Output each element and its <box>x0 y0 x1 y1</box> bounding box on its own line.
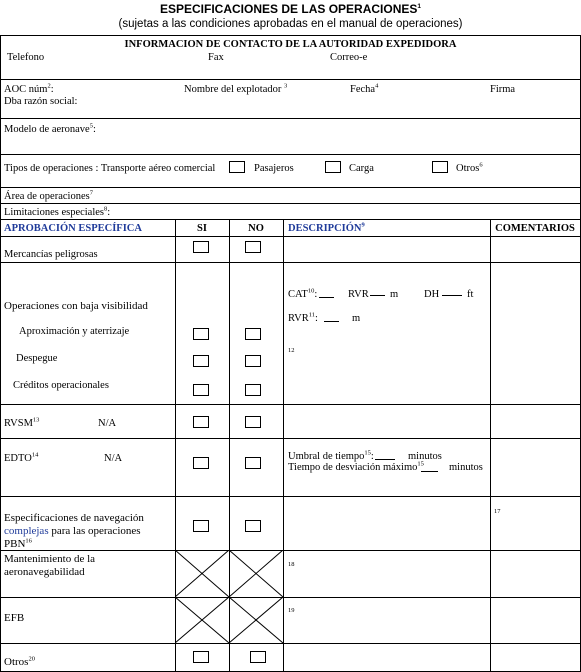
rvr2-label: RVR$^{11}$: <box>288 311 318 324</box>
firma-label: Firma <box>490 84 516 95</box>
correo-label: Correo-e <box>330 52 368 63</box>
row-line-bajavis <box>0 404 581 405</box>
footnote-19: 19 <box>288 607 295 614</box>
divider-area <box>0 203 581 204</box>
mantenimiento-line2: aeronavegabilidad <box>4 566 85 578</box>
rvr2-unit: m <box>352 313 361 324</box>
dh-unit: ft <box>467 289 474 300</box>
aproximacion-no-checkbox[interactable] <box>245 328 261 340</box>
umbral-blank-line <box>375 459 395 460</box>
rvsm-no-checkbox[interactable] <box>245 416 261 428</box>
otros-row-label: Otros$^{20}$ <box>4 655 35 668</box>
edto-no-checkbox[interactable] <box>245 457 261 469</box>
nombre-explotador-label: Nombre del explotador $^3$ <box>184 82 288 95</box>
header-aprobacion: APROBACIÓN ESPECÍFICA <box>4 223 142 234</box>
aoc-label: AOC núm$^2$: <box>4 82 54 95</box>
otros-no-checkbox[interactable] <box>250 651 266 663</box>
contact-heading: INFORMACION DE CONTACTO DE LA AUTORIDAD EXPEDIDORA <box>124 39 457 50</box>
row-line-efb <box>0 643 581 644</box>
footnote-12: 12 <box>288 347 295 354</box>
mantenimiento-line1: Mantenimiento de la <box>4 553 96 565</box>
rvsm-na: N/A <box>98 418 117 429</box>
header-comentarios: COMENTARIOS <box>495 223 575 234</box>
header-si: SI <box>197 223 207 234</box>
otros-type-label: Otros$^6$ <box>456 161 483 174</box>
nav-spec-line1: Especificaciones de navegación <box>4 512 144 524</box>
page-title: ESPECIFICACIONES DE LAS OPERACIONES$^1$ <box>160 2 421 16</box>
pasajeros-checkbox[interactable] <box>229 161 245 173</box>
cat-label: CAT$^{10}$: <box>288 287 318 300</box>
divider-aircraft <box>0 154 581 155</box>
footnote-17: 17 <box>494 508 501 515</box>
edto-label: EDTO$^{14}$ <box>4 451 39 464</box>
rvr2-blank-line <box>324 321 339 322</box>
edto-na: N/A <box>104 453 123 464</box>
pbn-si-checkbox[interactable] <box>193 520 209 532</box>
rvsm-label: RVSM$^{13}$ <box>4 416 40 429</box>
efb-crossed-cells <box>175 597 284 643</box>
carga-label: Carga <box>349 163 374 174</box>
edto-si-checkbox[interactable] <box>193 457 209 469</box>
nav-spec-line3: PBN$^{16}$ <box>4 537 32 550</box>
creditos-no-checkbox[interactable] <box>245 384 261 396</box>
mercancias-label: Mercancías peligrosas <box>4 249 98 260</box>
creditos-si-checkbox[interactable] <box>193 384 209 396</box>
row-line-edto <box>0 496 581 497</box>
pasajeros-label: Pasajeros <box>254 163 294 174</box>
aproximacion-si-checkbox[interactable] <box>193 328 209 340</box>
nav-spec-line2: complejas para las operaciones <box>4 525 141 537</box>
limitaciones-label: Limitaciones especiales$^8$: <box>4 205 111 218</box>
despegue-label: Despegue <box>16 353 58 364</box>
row-line-mantenimiento <box>0 597 581 598</box>
desviacion-blank-line <box>421 471 438 472</box>
rvsm-si-checkbox[interactable] <box>193 416 209 428</box>
mercancias-no-checkbox[interactable] <box>245 241 261 253</box>
header-no: NO <box>248 223 264 234</box>
divider-types <box>0 187 581 188</box>
divider-limits <box>0 219 581 220</box>
baja-visibilidad-label: Operaciones con baja visibilidad <box>4 300 148 312</box>
modelo-aeronave-label: Modelo de aeronave$^5$: <box>4 122 96 135</box>
mercancias-si-checkbox[interactable] <box>193 241 209 253</box>
divider-operator <box>0 118 581 119</box>
despegue-no-checkbox[interactable] <box>245 355 261 367</box>
pbn-no-checkbox[interactable] <box>245 520 261 532</box>
page-subtitle: (sujetas a las condiciones aprobadas en el manual de operaciones) <box>118 18 463 30</box>
fecha-label: Fecha$^4$ <box>350 82 379 95</box>
row-line-rvsm <box>0 438 581 439</box>
aproximacion-label: Aproximación y aterrizaje <box>19 326 130 337</box>
otros-si-checkbox[interactable] <box>193 651 209 663</box>
row-line-header <box>0 236 581 237</box>
fax-label: Fax <box>208 52 224 63</box>
rvr-label: RVR <box>348 289 369 300</box>
divider-contact <box>0 79 581 80</box>
despegue-si-checkbox[interactable] <box>193 355 209 367</box>
rvr-blank-line <box>370 295 385 296</box>
cat-blank-line <box>319 297 334 298</box>
row-line-pbn <box>0 550 581 551</box>
footnote-18: 18 <box>288 561 295 568</box>
frame-top-line <box>0 35 581 36</box>
area-operaciones-label: Área de operaciones$^7$ <box>4 189 93 202</box>
mantenimiento-crossed-cells <box>175 550 284 597</box>
carga-checkbox[interactable] <box>325 161 341 173</box>
row-line-mercancias <box>0 262 581 263</box>
dba-label: Dba razón social: <box>4 96 78 107</box>
umbral-label: Umbral de tiempo$^{15}$: <box>288 449 374 462</box>
rvr-unit: m <box>390 289 399 300</box>
umbral-unit: minutos <box>408 451 442 462</box>
otros-type-checkbox[interactable] <box>432 161 448 173</box>
telefono-label: Telefono <box>7 52 45 63</box>
header-descripcion: DESCRIPCIÓN$^9$ <box>288 221 365 234</box>
frame-left-line <box>0 35 1 672</box>
desviacion-unit: minutos <box>449 462 483 473</box>
dh-label: DH <box>424 289 440 300</box>
dh-blank-line <box>442 295 462 296</box>
tipos-operaciones-label: Tipos de operaciones : Transporte aéreo comercial <box>4 163 216 174</box>
col-line-comentarios <box>490 219 491 671</box>
desviacion-label: Tiempo de desviación máximo$^{15}$ <box>288 460 424 473</box>
efb-label: EFB <box>4 612 25 624</box>
creditos-label: Créditos operacionales <box>13 380 109 391</box>
